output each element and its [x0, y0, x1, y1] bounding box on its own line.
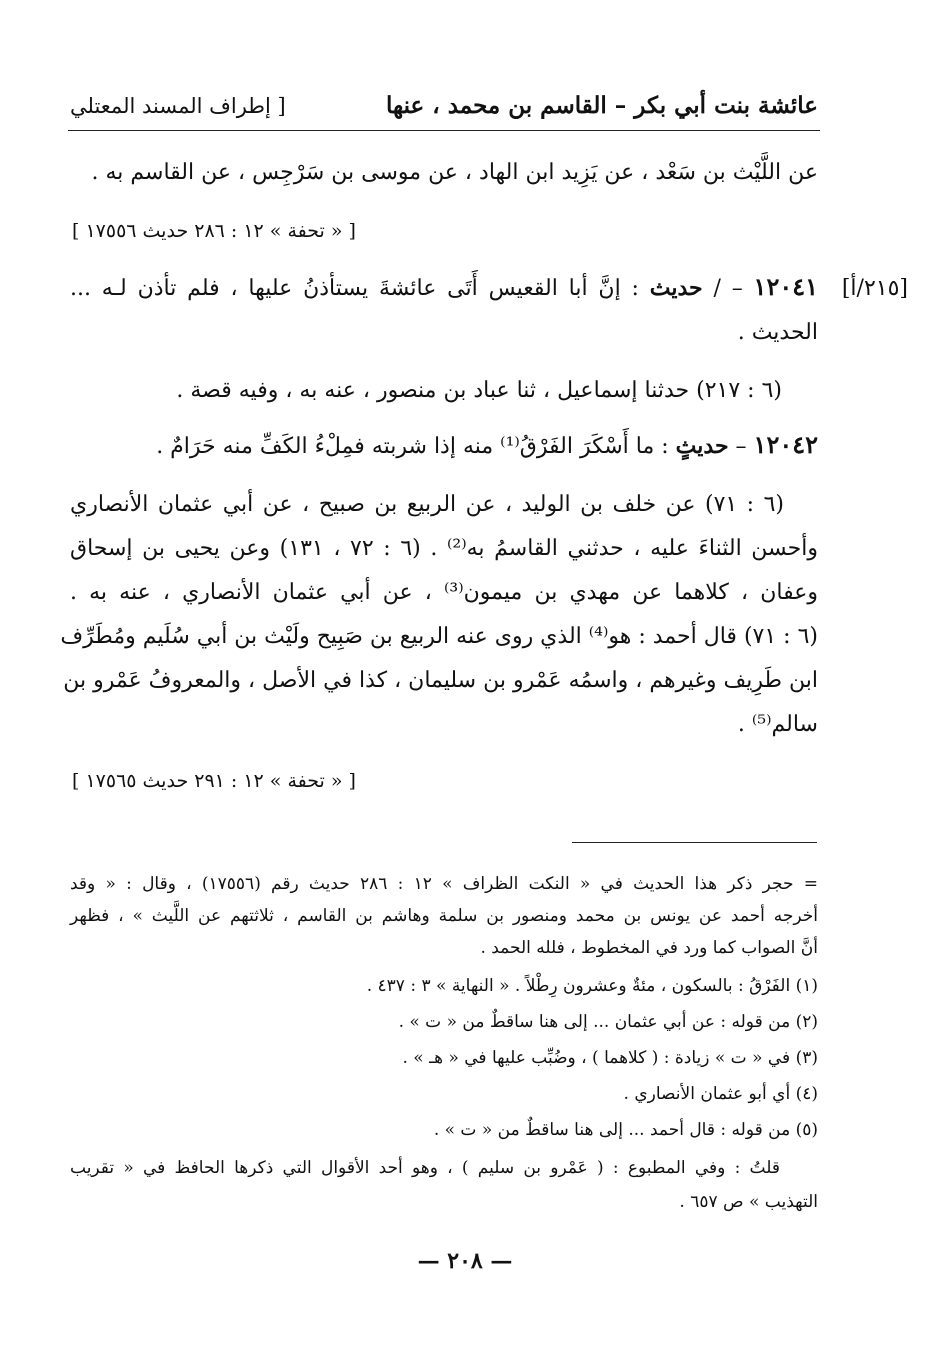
hadith-text: : إنَّ أبا القعيس أَتَى عائشةَ يستأذنُ عليها ، فلم تأذن لـه ... — [70, 276, 650, 301]
footnote-continuation: = حجر ذكر هذا الحديث في « النكت الظراف » ١٢ : ٢٨٦ حديث رقم (١٧٥٥٦) ، وقال : « وقد — [70, 874, 818, 894]
hadith-label: حديثٍ — [675, 433, 729, 459]
text-line: سالم⁽⁵⁾ . — [737, 712, 818, 737]
hadith-separator: – / — [702, 276, 754, 301]
hadith-separator: – — [728, 434, 754, 459]
text-line: وأحسن الثناءَ عليه ، حدثني القاسمُ به⁽²⁾ . (٦ : ٧٢ ، ١٣١) وعن يحيى بن إسحاق — [70, 536, 819, 561]
footnote-4: (٤) أي أبو عثمان الأنصاري . — [623, 1084, 818, 1104]
hadith-number: ١٢٠٤٢ — [753, 430, 818, 459]
tuhfa-reference: [ « تحفة » ١٢ : ٢٩١ حديث ١٧٥٦٥ ] — [72, 770, 356, 792]
manuscript-folio-note: [٢١٥/أ] — [841, 276, 908, 301]
page-number: — ٢٠٨ — — [417, 1248, 513, 1274]
footnote-3: (٣) في « ت » زيادة : ( كلاهما ) ، وضُبِّب عليها في « هـ » . — [402, 1048, 818, 1068]
footnote-5: (٥) من قوله : قال أحمد ... إلى هنا ساقطٌ من « ت » . — [433, 1120, 818, 1140]
hadith-text: : ما أَسْكَرَ الفَرْقُ⁽¹⁾ منه إذا شربته فمِلْءُ الكَفِّ منه حَرَامٌ . — [156, 434, 676, 459]
footnote-2: (٢) من قوله : عن أبي عثمان ... إلى هنا ساقطٌ من « ت » . — [398, 1012, 818, 1032]
text-line: وعفان ، كلاهما عن مهدي بن ميمون⁽³⁾ ، عن أبي عثمان الأنصاري ، عنه به . — [70, 580, 818, 605]
text-line: (٦ : ٧١) عن خلف بن الوليد ، عن الربيع بن صبيح ، عن أبي عثمان الأنصاري — [70, 492, 785, 517]
footnote-1: (١) الفَرْقُ : بالسكون ، مئةٌ وعشرون رِطْلاً . « النهاية » ٣ : ٤٣٧ . — [366, 976, 818, 996]
hadith-entry-12042 — [156, 430, 818, 459]
footnote-continuation: أنَّ الصواب كما ورد في المخطوط ، فلله الحمد . — [480, 938, 818, 958]
tuhfa-reference: [ « تحفة » ١٢ : ٢٨٦ حديث ١٧٥٥٦ ] — [72, 220, 356, 242]
running-header-book: [ إطراف المسند المعتلي — [70, 94, 286, 118]
header-divider — [68, 130, 820, 131]
text-line: عن اللَّيْث بن سَعْد ، عن يَزِيد ابن الهاد ، عن موسى بن سَرْجِس ، عن القاسم به . — [91, 160, 818, 185]
footnote-5-note: قلتُ : وفي المطبوع : ( عَمْرو بن سليم ) ، وهو أحد الأقوال التي ذكرها الحافظ في « تقريب — [70, 1158, 780, 1178]
footnote-divider — [572, 842, 817, 843]
text-line: الحديث . — [737, 320, 818, 345]
text-line: (٦ : ٧١) قال أحمد : هو⁽⁴⁾ الذي روى عنه الربيع بن صَبِيح ولَيْث بن أبي سُلَيم ومُطَرِّف — [60, 624, 818, 649]
hadith-entry-12041 — [70, 272, 818, 301]
footnote-5-note: التهذيب » ص ٦٥٧ . — [679, 1192, 818, 1212]
footnote-continuation: أخرجه أحمد عن يونس بن محمد ومنصور بن سلمة وهاشم بن القاسم ، ثلاثتهم عن اللَّيث » ، فظهر — [70, 906, 818, 926]
hadith-source: (٦ : ٢١٧) حدثنا إسماعيل ، ثنا عباد بن منصور ، عنه به ، وفيه قصة . — [176, 378, 782, 403]
hadith-label: حديث — [649, 275, 703, 301]
text-line: ابن طَرِيف وغيرهم ، واسمُه عَمْرو بن سليمان ، كذا في الأصل ، والمعروفُ عَمْرو بن — [63, 668, 818, 693]
hadith-number: ١٢٠٤١ — [753, 272, 818, 301]
running-header-title: عائشة بنت أبي بكر – القاسم بن محمد ، عنها — [386, 92, 818, 119]
